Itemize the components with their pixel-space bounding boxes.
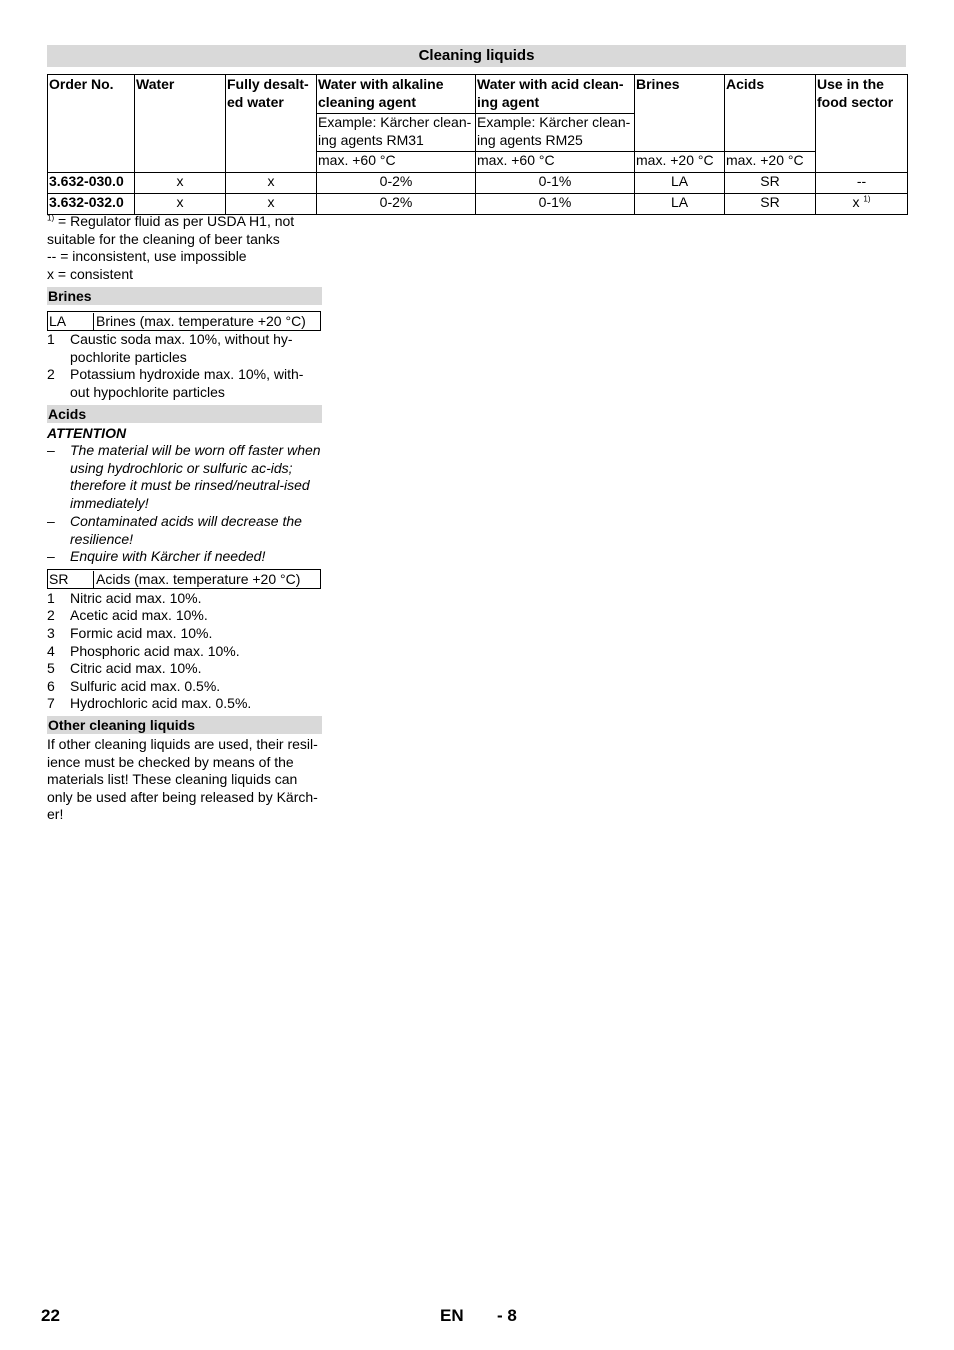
- cell-acids: SR: [725, 194, 816, 215]
- cell-water: x: [135, 173, 226, 194]
- warning-item: [47, 548, 322, 566]
- header-alkaline: Water with alkaline cleaning agent: [317, 75, 476, 114]
- list-text: Nitric acid max. 10%.: [70, 590, 202, 606]
- footnote-1-text: = Regulator fluid as per USDA H1, not suitable for the cleaning of beer tanks: [47, 213, 295, 247]
- header-order-no: Order No.: [48, 75, 135, 173]
- list-number: 5: [47, 660, 55, 676]
- list-text: Caustic soda max. 10%, without hy-pochlorite particles: [70, 331, 293, 365]
- other-heading: Other cleaning liquids: [47, 716, 322, 734]
- list-number: 1: [47, 590, 55, 606]
- cell-acids: SR: [725, 173, 816, 194]
- order-number: 3.632-030.0: [48, 173, 135, 194]
- header-fully-desalted: Fully desalt-ed water: [226, 75, 317, 173]
- list-item: [47, 366, 322, 402]
- list-item: [47, 590, 322, 608]
- cell-desalted: x: [226, 194, 317, 215]
- list-text: Formic acid max. 10%.: [70, 625, 213, 641]
- cell-food-value: x: [852, 194, 860, 210]
- list-text: Sulfuric acid max. 0.5%.: [70, 678, 221, 694]
- dash-marker: –: [47, 442, 55, 458]
- list-item: [47, 643, 322, 661]
- dash-marker: –: [47, 548, 55, 564]
- header-acids: Acids: [725, 75, 816, 152]
- cell-desalted: x: [226, 173, 317, 194]
- list-text: Acetic acid max. 10%.: [70, 607, 208, 623]
- warning-text: Contaminated acids will decrease the resilience!: [70, 513, 302, 547]
- list-item: [47, 607, 322, 625]
- brines-code: LA: [49, 313, 67, 329]
- list-number: 7: [47, 695, 55, 711]
- header-acid: Water with acid clean-ing agent: [476, 75, 635, 114]
- other-paragraph: If other cleaning liquids are used, their resil-ience must be checked by means of the materials list! These cleaning liquids can only be used after being released by Kärch-er!: [47, 736, 318, 822]
- cell-food: [816, 194, 908, 215]
- header-food-sector: Use in the food sector: [816, 75, 908, 173]
- cell-acid: 0-1%: [476, 173, 635, 194]
- cell-brines: LA: [635, 194, 725, 215]
- limit-brines: max. +20 °C: [635, 152, 725, 173]
- list-text: Citric acid max. 10%.: [70, 660, 202, 676]
- example-acid: Example: Kärcher clean-ing agents RM25: [476, 114, 635, 152]
- section-title: Cleaning liquids: [47, 45, 906, 67]
- list-number: 2: [47, 366, 55, 382]
- list-number: 6: [47, 678, 55, 694]
- table-row: [48, 173, 908, 194]
- list-text: Hydrochloric acid max. 0.5%.: [70, 695, 252, 711]
- brines-heading: Brines: [47, 287, 322, 305]
- warning-text: Enquire with Kärcher if needed!: [70, 548, 266, 564]
- limit-acid: max. +60 °C: [476, 152, 635, 173]
- footnote-marker: 1): [47, 213, 55, 223]
- list-number: 1: [47, 331, 55, 347]
- limit-acids: max. +20 °C: [725, 152, 816, 173]
- list-item: [47, 625, 322, 643]
- cell-food: --: [816, 173, 908, 194]
- acids-description: Acids (max. temperature +20 °C): [93, 571, 300, 589]
- list-number: 2: [47, 607, 55, 623]
- warning-item: [47, 442, 322, 512]
- example-alkaline: Example: Kärcher clean-ing agents RM31: [317, 114, 476, 152]
- list-item: [47, 678, 322, 696]
- footnote-marker: 1): [863, 194, 871, 204]
- sub-page-number: - 8: [497, 1306, 517, 1325]
- header-water: Water: [135, 75, 226, 173]
- acids-code-box: [47, 569, 321, 589]
- table-row: [48, 194, 908, 215]
- page-number: 22: [41, 1306, 60, 1325]
- list-text: Phosphoric acid max. 10%.: [70, 643, 240, 659]
- cell-water: x: [135, 194, 226, 215]
- cell-acid: 0-1%: [476, 194, 635, 215]
- dash-marker: –: [47, 513, 55, 529]
- footnote-1: [47, 213, 322, 248]
- brines-code-box: [47, 311, 321, 331]
- list-item: [47, 660, 322, 678]
- cleaning-liquids-table: [47, 74, 908, 215]
- header-brines: Brines: [635, 75, 725, 152]
- language-code: EN: [440, 1306, 464, 1325]
- footnote-2: -- = inconsistent, use impossible: [47, 248, 247, 264]
- list-item: [47, 695, 322, 713]
- list-number: 3: [47, 625, 55, 641]
- list-item: [47, 331, 322, 367]
- limit-alkaline: max. +60 °C: [317, 152, 476, 173]
- warning-text: The material will be worn off faster when using hydrochloric or sulfuric ac-ids; therefore it must be rinsed/neutral-ised immediately!: [70, 442, 321, 511]
- cell-brines: LA: [635, 173, 725, 194]
- cell-alkaline: 0-2%: [317, 173, 476, 194]
- warning-item: [47, 513, 322, 549]
- footnote-3: x = consistent: [47, 266, 133, 282]
- acids-code: SR: [49, 571, 69, 587]
- order-number: 3.632-032.0: [48, 194, 135, 215]
- acids-heading: Acids: [47, 405, 322, 423]
- attention-label: ATTENTION: [47, 425, 127, 441]
- brines-description: Brines (max. temperature +20 °C): [93, 313, 306, 331]
- list-number: 4: [47, 643, 55, 659]
- cell-alkaline: 0-2%: [317, 194, 476, 215]
- list-text: Potassium hydroxide max. 10%, with-out hypochlorite particles: [70, 366, 304, 400]
